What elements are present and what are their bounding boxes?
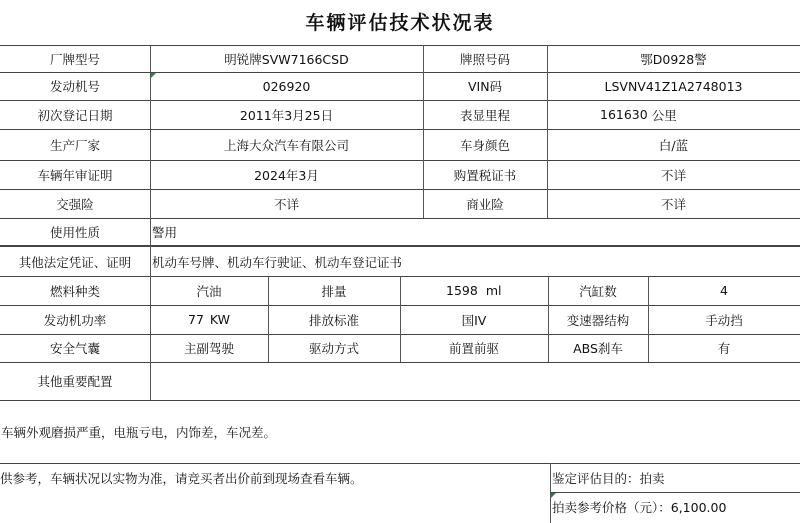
emission-standard-label: 排放标准	[308, 312, 359, 328]
other-config-label: 其他重要配置	[37, 374, 113, 389]
engine-power-label: 发动机功率	[43, 312, 107, 328]
odometer-unit: 公里	[651, 107, 677, 123]
drive-type-label: 驱动方式	[308, 341, 359, 356]
cylinders-value: 4	[720, 283, 728, 298]
purchase-tax-label: 购置税证书	[453, 167, 517, 183]
airbag-label: 安全气囊	[49, 341, 100, 356]
brand-model-value: 明锐牌SVW7166CSD	[224, 51, 349, 67]
engine-number-label: 发动机号	[49, 79, 100, 94]
manufacturer-value: 上海大众汽车有限公司	[223, 137, 349, 153]
displacement-label: 排量	[321, 283, 347, 299]
odometer-value: 161630	[600, 107, 648, 122]
abs-value: 有	[717, 341, 731, 356]
engine-power-unit: KW	[209, 312, 231, 327]
displacement-value-cell	[400, 276, 548, 305]
body-color-label: 车身颜色	[459, 137, 510, 153]
transmission-value: 手动挡	[705, 312, 743, 328]
abs-label: ABS刹车	[573, 341, 623, 356]
engine-power-value: 77	[188, 312, 204, 327]
condition-note: 车辆外观磨损严重，电瓶亏电，内饰差，车况差。	[1, 424, 277, 440]
commercial-insurance-label: 商业险	[466, 196, 504, 212]
plate-number-label: 牌照号码	[459, 51, 510, 67]
inspection-value: 2024年3月	[254, 167, 319, 183]
disclaimer: 供参考，车辆状况以实物为准，请竞买者出价前到现场查看车辆。	[0, 470, 363, 486]
cylinders-label: 汽缸数	[579, 283, 617, 299]
usage-value: 警用	[152, 224, 178, 240]
displacement-unit: ml	[485, 283, 502, 298]
plate-number-value: 鄂D0928警	[640, 51, 707, 67]
page-title: 车辆评估技术状况表	[305, 12, 495, 34]
emission-standard-value: 国IV	[461, 312, 487, 328]
commercial-insurance-value: 不详	[660, 196, 686, 212]
vin-value: LSVNV41Z1A2748013	[604, 78, 743, 94]
fuel-value: 汽油	[196, 283, 222, 299]
fuel-label: 燃料种类	[49, 283, 100, 299]
compulsory-insurance-label: 交强险	[56, 196, 94, 212]
vin-label: VIN码	[467, 79, 503, 94]
engine-power-value-cell	[150, 305, 268, 334]
purchase-tax-value: 不详	[660, 167, 686, 183]
usage-label: 使用性质	[49, 224, 100, 240]
compulsory-insurance-value: 不详	[273, 196, 299, 212]
first-registration-label: 初次登记日期	[37, 107, 113, 123]
manufacturer-label: 生产厂家	[49, 137, 100, 153]
brand-model-label: 厂牌型号	[49, 51, 100, 67]
first-registration-value: 2011年3月25日	[239, 107, 334, 123]
certificates-value: 机动车号牌、机动车行驶证、机动车登记证书	[152, 254, 403, 270]
airbag-value: 主副驾驶	[183, 341, 234, 356]
transmission-label: 变速器结构	[566, 312, 630, 328]
auction-reference-price: 拍卖参考价格（元）：6,100.00	[552, 500, 727, 515]
body-color-value: 白/蓝	[658, 137, 689, 153]
appraisal-purpose: 鉴定评估目的：拍卖	[552, 470, 665, 486]
drive-type-value: 前置前驱	[448, 341, 499, 356]
displacement-value: 1598	[446, 283, 478, 298]
odometer-value-cell	[547, 100, 800, 129]
other-config-value	[150, 362, 800, 400]
odometer-label: 表显里程	[459, 107, 510, 123]
engine-number-value: 026920	[262, 78, 311, 94]
inspection-label: 车辆年审证明	[37, 167, 113, 183]
certificates-label: 其他法定凭证、证明	[18, 254, 132, 270]
